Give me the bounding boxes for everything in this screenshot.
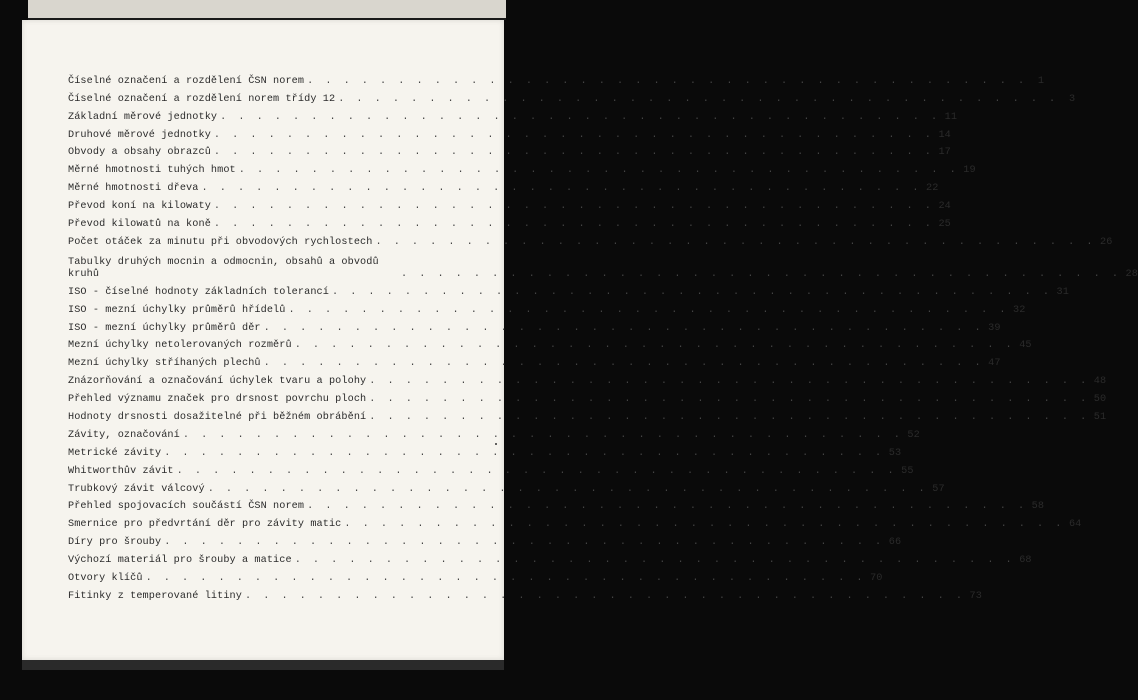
toc-entry <box>68 585 982 603</box>
leader-dots: . . . . . . . . . . . . . . . . . . . . . . . . . . . . . . . . . . . . . . . . <box>401 268 1121 280</box>
toc-entry-title: Díry pro šrouby <box>68 537 162 549</box>
toc-entry <box>68 478 945 496</box>
toc-entry <box>68 388 1107 406</box>
toc-entry-title: Druhové měrové jednotky <box>68 129 211 141</box>
leader-dots: . . . . . . . . . . . . . . . . . . . . . . . . . . . . . . . . . . . . . . . . <box>182 429 903 441</box>
toc-entry <box>68 335 1032 353</box>
toc-entry-page: 11 <box>944 111 958 123</box>
toc-entry-title: Základní měrové jednotky <box>68 111 218 123</box>
toc-entry-title: Obvody a obsahy obrazců <box>68 147 211 159</box>
leader-dots: . . . . . . . . . . . . . . . . . . . . . . . . . . . . . . . . . . . . . . . . <box>213 219 934 231</box>
leader-dots: . . . . . . . . . . . . . . . . . . . . . . . . . . . . . . . . . . . . . . . . <box>263 322 984 334</box>
page-bottom-shadow <box>22 660 504 670</box>
toc-entry-title: Whitworthův závit <box>68 465 174 477</box>
toc-entry-page: 55 <box>901 465 914 477</box>
toc-entry-page: 26 <box>1100 236 1113 248</box>
toc-entry-page: 48 <box>1093 376 1107 388</box>
leader-dots: . . . . . . . . . . . . . . . . . . . . . . . . . . . . . . . . . . . . . . . . <box>344 519 1065 531</box>
toc-entry-title: ISO - mezní úchylky průměrů hřídelů <box>68 304 286 316</box>
toc-entry-page: 45 <box>1019 340 1032 352</box>
toc-entry <box>68 88 1076 106</box>
toc-entry-page: 19 <box>963 165 976 177</box>
toc-entry-page: 58 <box>1031 501 1045 513</box>
toc-entry <box>68 231 1113 249</box>
toc-entry-page: 47 <box>988 358 1001 370</box>
leader-dots: . . . . . . . . . . . . . . . . . . . . . . . . . . . . . . . . . . . . . . . . <box>263 358 984 370</box>
toc-entry-page: 73 <box>969 590 982 602</box>
toc-entry-title: Mezní úchylky netolerovaných rozměrů <box>68 340 292 352</box>
toc-entry <box>68 406 1107 424</box>
toc-entry-title: Číselné označení a rozdělení ČSN norem <box>68 75 305 87</box>
toc-entry-page: 57 <box>932 483 945 495</box>
toc-entry-title: Tabulky druhých mocnin a odmocnin, obsahů a obvodů kruhů <box>68 256 379 280</box>
leader-dots: . . . . . . . . . . . . . . . . . . . . . . . . . . . . . . . . . . . . . . . . <box>213 201 934 213</box>
toc-entry <box>68 317 1001 335</box>
toc-entry-title: Výchozí materiál pro šrouby a matice <box>68 555 292 567</box>
leader-dots: . . . . . . . . . . . . . . . . . . . . . . . . . . . . . . . . . . . . . . . . <box>307 75 1028 87</box>
toc-entry-page: 66 <box>888 537 902 549</box>
leader-dots: . . . . . . . . . . . . . . . . . . . . . . . . . . . . . . . . . . . . . . . . <box>238 165 959 177</box>
leader-dots: . . . . . . . . . . . . . . . . . . . . . . . . . . . . . . . . . . . . . . . . <box>369 412 1090 424</box>
leader-dots: . . . . . . . . . . . . . . . . . . . . . . . . . . . . . . . . . . . . . . . . <box>338 93 1059 105</box>
leader-dots: . . . . . . . . . . . . . . . . . . . . . . . . . . . . . . . . . . . . . . . . <box>207 483 928 495</box>
toc-entry-title: Fitinky z temperované litiny <box>68 590 242 602</box>
toc-entry-page: 64 <box>1068 519 1082 531</box>
toc-entry-page: 17 <box>938 147 951 159</box>
toc-entry-page: 70 <box>870 573 883 585</box>
toc-entry <box>68 460 914 478</box>
toc-entry-title: Otvory klíčů <box>68 573 143 585</box>
toc-entry <box>68 142 951 160</box>
toc-entry-page: 68 <box>1019 555 1032 567</box>
toc-entry-page: 14 <box>938 129 951 141</box>
toc-entry-page: 1 <box>1037 75 1045 87</box>
leader-dots: . . . . . . . . . . . . . . . . . . . . . . . . . . . . . . . . . . . . . . . . <box>288 304 1009 316</box>
toc-entry-title: Počet otáček za minutu při obvodových rychlostech <box>68 236 373 248</box>
toc-entry <box>68 370 1107 388</box>
toc-entry-title: Převod koní na kilowaty <box>68 201 211 213</box>
toc-entry <box>68 281 1069 299</box>
toc-entry-title: Měrné hmotnosti dřeva <box>68 183 199 195</box>
toc-entry-page: 22 <box>926 183 939 195</box>
toc-entry-title: Měrné hmotnosti tuhých hmot <box>68 165 236 177</box>
toc-entry-title: ISO - mezní úchylky průměrů děr <box>68 322 261 334</box>
leader-dots: . . . . . . . . . . . . . . . . . . . . . . . . . . . . . . . . . . . . . . . . <box>244 590 965 602</box>
leader-dots: . . . . . . . . . . . . . . . . . . . . . . . . . . . . . . . . . . . . . . . . <box>369 376 1090 388</box>
toc-entry-title: Trubkový závit válcový <box>68 483 205 495</box>
toc-entry <box>68 177 939 195</box>
toc-entry <box>68 352 1001 370</box>
toc-entry-title: Mezní úchylky stříhaných plechů <box>68 358 261 370</box>
leader-dots: . . . . . . . . . . . . . . . . . . . . . . . . . . . . . . . . . . . . . . . . <box>375 236 1096 248</box>
leader-dots: . . . . . . . . . . . . . . . . . . . . . . . . . . . . . . . . . . . . . . . . <box>331 286 1052 298</box>
toc-entry-page: 25 <box>938 219 951 231</box>
leader-dots: . . . . . . . . . . . . . . . . . . . . . . . . . . . . . . . . . . . . . . . . <box>213 129 934 141</box>
toc-entry-title: Závity, označování <box>68 429 180 441</box>
leader-dots: . . . . . . . . . . . . . . . . . . . . . . . . . . . . . . . . . . . . . . . . <box>176 465 897 477</box>
toc-entry-page: 52 <box>907 429 920 441</box>
toc-entry <box>68 442 902 460</box>
toc-entry <box>68 195 951 213</box>
toc-entry <box>68 249 1138 281</box>
toc-entry <box>68 567 883 585</box>
toc-entry-title: Číselné označení a rozdělení norem třídy 12 <box>68 93 336 105</box>
toc-entry-title: Znázorňování a označování úchylek tvaru a polohy <box>68 376 367 388</box>
toc-entry-title: Hodnoty drsnosti dosažitelné při běžném obrábění <box>68 412 367 424</box>
leader-dots: . . . . . . . . . . . . . . . . . . . . . . . . . . . . . . . . . . . . . . . . <box>201 183 922 195</box>
ink-speck <box>495 443 497 445</box>
toc-entry-title: Přehled spojovacích součástí ČSN norem <box>68 501 305 513</box>
toc-entry <box>68 159 976 177</box>
table-of-contents <box>68 70 1138 603</box>
toc-entry <box>68 106 958 124</box>
toc-entry <box>68 124 951 142</box>
toc-entry <box>68 424 920 442</box>
toc-entry <box>68 496 1045 514</box>
toc-entry-page: 53 <box>888 447 902 459</box>
leader-dots: . . . . . . . . . . . . . . . . . . . . . . . . . . . . . . . . . . . . . . . . <box>145 573 866 585</box>
toc-entry-title: Přehled významu značek pro drsnost povrchu ploch <box>68 394 367 406</box>
leader-dots: . . . . . . . . . . . . . . . . . . . . . . . . . . . . . . . . . . . . . . . . <box>294 555 1015 567</box>
toc-entry-page: 3 <box>1068 93 1076 105</box>
toc-entry-title: Metrické závity <box>68 447 162 459</box>
toc-entry-title: ISO - číselné hodnoty základních tolerancí <box>68 286 329 298</box>
previous-page-edge <box>28 0 506 20</box>
leader-dots: . . . . . . . . . . . . . . . . . . . . . . . . . . . . . . . . . . . . . . . . <box>307 501 1028 513</box>
toc-entry-page: 28 <box>1125 268 1138 280</box>
toc-entry-page: 51 <box>1093 412 1107 424</box>
toc-entry <box>68 70 1045 88</box>
toc-entry-page: 50 <box>1093 394 1107 406</box>
toc-entry-page: 24 <box>938 201 951 213</box>
leader-dots: . . . . . . . . . . . . . . . . . . . . . . . . . . . . . . . . . . . . . . . . <box>369 394 1090 406</box>
toc-entry-page: 39 <box>988 322 1001 334</box>
leader-dots: . . . . . . . . . . . . . . . . . . . . . . . . . . . . . . . . . . . . . . . . <box>294 340 1015 352</box>
toc-entry-title: Převod kilowatů na koně <box>68 219 211 231</box>
toc-entry <box>68 513 1082 531</box>
leader-dots: . . . . . . . . . . . . . . . . . . . . . . . . . . . . . . . . . . . . . . . . <box>220 111 941 123</box>
toc-entry <box>68 549 1032 567</box>
toc-entry-page: 31 <box>1056 286 1069 298</box>
leader-dots: . . . . . . . . . . . . . . . . . . . . . . . . . . . . . . . . . . . . . . . . <box>164 447 885 459</box>
toc-entry-title: Smernice pro předvrtání děr pro závity matic <box>68 519 342 531</box>
toc-entry-page: 32 <box>1013 304 1026 316</box>
leader-dots: . . . . . . . . . . . . . . . . . . . . . . . . . . . . . . . . . . . . . . . . <box>164 537 885 549</box>
toc-entry <box>68 213 951 231</box>
toc-entry <box>68 531 902 549</box>
leader-dots: . . . . . . . . . . . . . . . . . . . . . . . . . . . . . . . . . . . . . . . . <box>213 147 934 159</box>
toc-entry <box>68 299 1026 317</box>
